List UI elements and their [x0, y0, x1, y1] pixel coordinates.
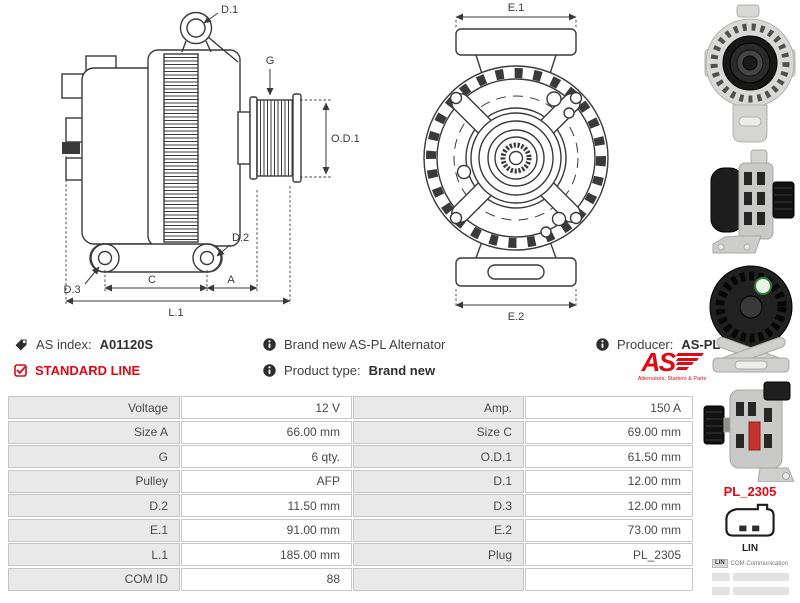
product-type-row: [263, 363, 435, 378]
brand-logo: [636, 349, 708, 383]
spec-label-cell: D.2: [8, 494, 180, 517]
spec-value-cell: 12 V: [181, 396, 352, 419]
spec-value-cell: 12.00 mm: [525, 494, 693, 517]
as-index-row: [14, 337, 153, 352]
info-icon: [263, 364, 276, 377]
spec-label-cell: Size C: [353, 421, 524, 444]
spec-label-cell: E.1: [8, 519, 180, 542]
spec-table: [8, 396, 695, 592]
spec-value-cell: [525, 568, 693, 591]
spec-label-cell: D.3: [353, 494, 524, 517]
spec-value-cell: 150 A: [525, 396, 693, 419]
spec-label-cell: G: [8, 445, 180, 468]
product-type-label: Product type:: [284, 363, 361, 378]
table-row: [8, 494, 695, 517]
spec-label-cell: COM ID: [8, 568, 180, 591]
alternator-side-diagram: [0, 0, 370, 330]
spec-label-cell: O.D.1: [353, 445, 524, 468]
spec-label-cell: Voltage: [8, 396, 180, 419]
cooling-ribs: [164, 54, 198, 242]
spec-value-cell: 12.00 mm: [525, 470, 693, 493]
dim-label-e2: E.2: [507, 311, 525, 323]
spec-value-cell: 91.00 mm: [181, 519, 352, 542]
spec-value-cell: 11.50 mm: [181, 494, 352, 517]
pinout-pin: LIN: [712, 559, 728, 568]
table-row: [8, 519, 695, 542]
spec-value-cell: 61.50 mm: [525, 445, 693, 468]
producer-value: AS-PL: [681, 337, 721, 352]
as-index-value: A01120S: [99, 337, 154, 352]
brand-logo-text: AS: [641, 347, 675, 377]
tag-icon: [14, 338, 28, 352]
as-index-label: AS index:: [36, 337, 92, 352]
table-row: [8, 396, 695, 419]
alternator-front-diagram: [418, 0, 718, 330]
table-row: [8, 568, 695, 591]
standard-line-badge: [14, 363, 140, 378]
brand-new-text: Brand new AS-PL Alternator: [284, 337, 446, 352]
spec-label-cell: Pulley: [8, 470, 180, 493]
spec-value-cell: AFP: [181, 470, 352, 493]
pinout-row-redacted: [712, 586, 798, 595]
table-row: [8, 470, 695, 493]
plug-connector-diagram: [722, 502, 778, 542]
producer-label: Producer:: [617, 337, 674, 352]
spec-value-cell: 73.00 mm: [525, 519, 693, 542]
dim-label-d3: D.3: [63, 284, 81, 296]
red-label-sticker: [749, 422, 760, 450]
info-icon: [263, 338, 276, 351]
spec-label-cell: Amp.: [353, 396, 524, 419]
spec-value-cell: 69.00 mm: [525, 421, 693, 444]
green-label-sticker: [755, 278, 771, 294]
dim-label-c: C: [148, 274, 156, 286]
alternator-body-outline: [62, 13, 301, 273]
product-photo-rear[interactable]: [705, 261, 797, 373]
terminal-block: [62, 142, 80, 154]
table-row: [8, 445, 695, 468]
product-photo-front[interactable]: [703, 3, 797, 145]
spec-label-cell: L.1: [8, 543, 180, 566]
spec-value-cell: PL_2305: [525, 543, 693, 566]
brand-logo-stripes: [677, 353, 703, 369]
dim-label-d1: D.1: [221, 4, 239, 16]
product-photo-side-pulley-right[interactable]: [705, 148, 797, 256]
plug-pinout-table: [712, 559, 798, 600]
spec-label-cell: E.2: [353, 519, 524, 542]
standard-line-label: STANDARD LINE: [35, 363, 141, 378]
top-bracket: [456, 29, 576, 55]
pulley-grooves: [257, 100, 293, 176]
dim-label-g: G: [265, 55, 275, 67]
spec-value-cell: 66.00 mm: [181, 421, 352, 444]
spec-value-cell: 185.00 mm: [181, 543, 352, 566]
product-type-value: Brand new: [368, 363, 436, 378]
plug-pin: [739, 526, 746, 532]
table-row: [8, 543, 695, 566]
dim-label-a: A: [227, 274, 235, 286]
spec-value-cell: 6 qty.: [181, 445, 352, 468]
spec-label-cell: [353, 568, 524, 591]
pinout-description: COM Communication: [730, 560, 789, 567]
dim-label-d2: D.2: [232, 232, 250, 244]
front-body-outline: [424, 29, 608, 286]
brand-new-row: [263, 337, 445, 352]
plug-pin: [752, 526, 759, 532]
spec-label-cell: D.1: [353, 470, 524, 493]
spec-value-cell: 88: [181, 568, 352, 591]
plug-pin-label: LIN: [741, 543, 759, 554]
checked-checkbox-icon: [14, 364, 27, 377]
spec-label-cell: Size A: [8, 421, 180, 444]
pinout-row-redacted: [712, 573, 798, 582]
spec-label-cell: Plug: [353, 543, 524, 566]
pinout-row: [712, 559, 798, 568]
product-photo-side-pulley-left[interactable]: [702, 378, 796, 482]
dim-label-od1: O.D.1: [331, 133, 360, 145]
dim-label-e1: E.1: [507, 2, 525, 14]
plug-code: PL_2305: [723, 484, 777, 499]
table-row: [8, 421, 695, 444]
info-icon: [596, 338, 609, 351]
dim-label-l1: L.1: [168, 307, 184, 319]
brand-logo-tagline: Alternators, Starters & Parts: [637, 376, 707, 382]
